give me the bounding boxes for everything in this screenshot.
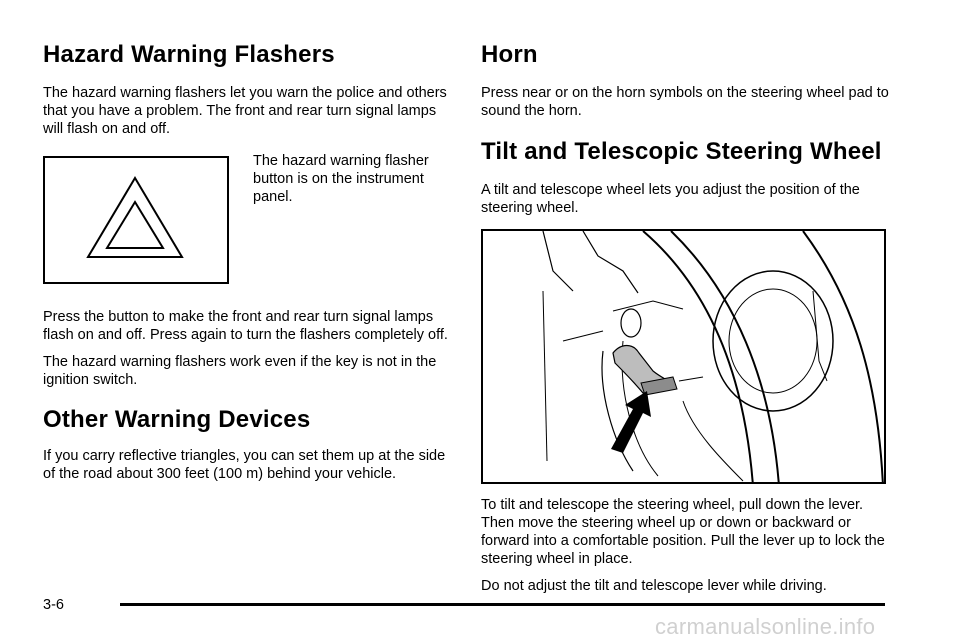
tilt-body-1: To tilt and telescope the steering wheel, pull down the lever. Then move the steering wheel up or down or backward or forward into a comfortable position. Pull the lever up to lock the steering wheel in place. [481,497,885,567]
hazard-figure-row [43,153,453,316]
up-arrow-icon [611,391,651,453]
hazard-intro: The hazard warning flashers let you warn the police and others that you have a problem. The front and rear turn signal lamps will flash on and off. [43,85,447,137]
page-number: 3-6 [43,597,64,613]
watermark: carmanualsonline.info [655,614,876,639]
tilt-body-2: Do not adjust the tilt and telescope lever while driving. [481,578,827,594]
right-column [481,40,891,595]
horn-body: Press near or on the horn symbols on the steering wheel pad to sound the horn. [481,85,889,119]
hazard-caption: The hazard warning flasher button is on the instrument panel. [253,153,429,205]
steering-wheel-illustration [481,229,886,484]
other-devices-heading: Other Warning Devices [43,406,311,433]
hazard-body-2: The hazard warning flashers work even if the key is not in the ignition switch. [43,354,437,388]
tilt-intro: A tilt and telescope wheel lets you adjust the position of the steering wheel. [481,182,860,216]
hazard-body-1: Press the button to make the front and rear turn signal lamps flash on and off. Press again to turn the flashers completely off. [43,309,448,343]
hazard-triangle-icon [45,158,231,286]
hazard-heading: Hazard Warning Flashers [43,41,335,68]
steering-column-drawing [483,231,886,484]
horn-heading: Horn [481,41,538,68]
tilt-heading: Tilt and Telescopic Steering Wheel [481,138,882,165]
hazard-button-illustration [43,156,229,284]
footer-rule [120,603,885,606]
left-column [43,40,453,483]
other-devices-body: If you carry reflective triangles, you can set them up at the side of the road about 300 feet (100 m) behind your vehicle. [43,448,446,482]
